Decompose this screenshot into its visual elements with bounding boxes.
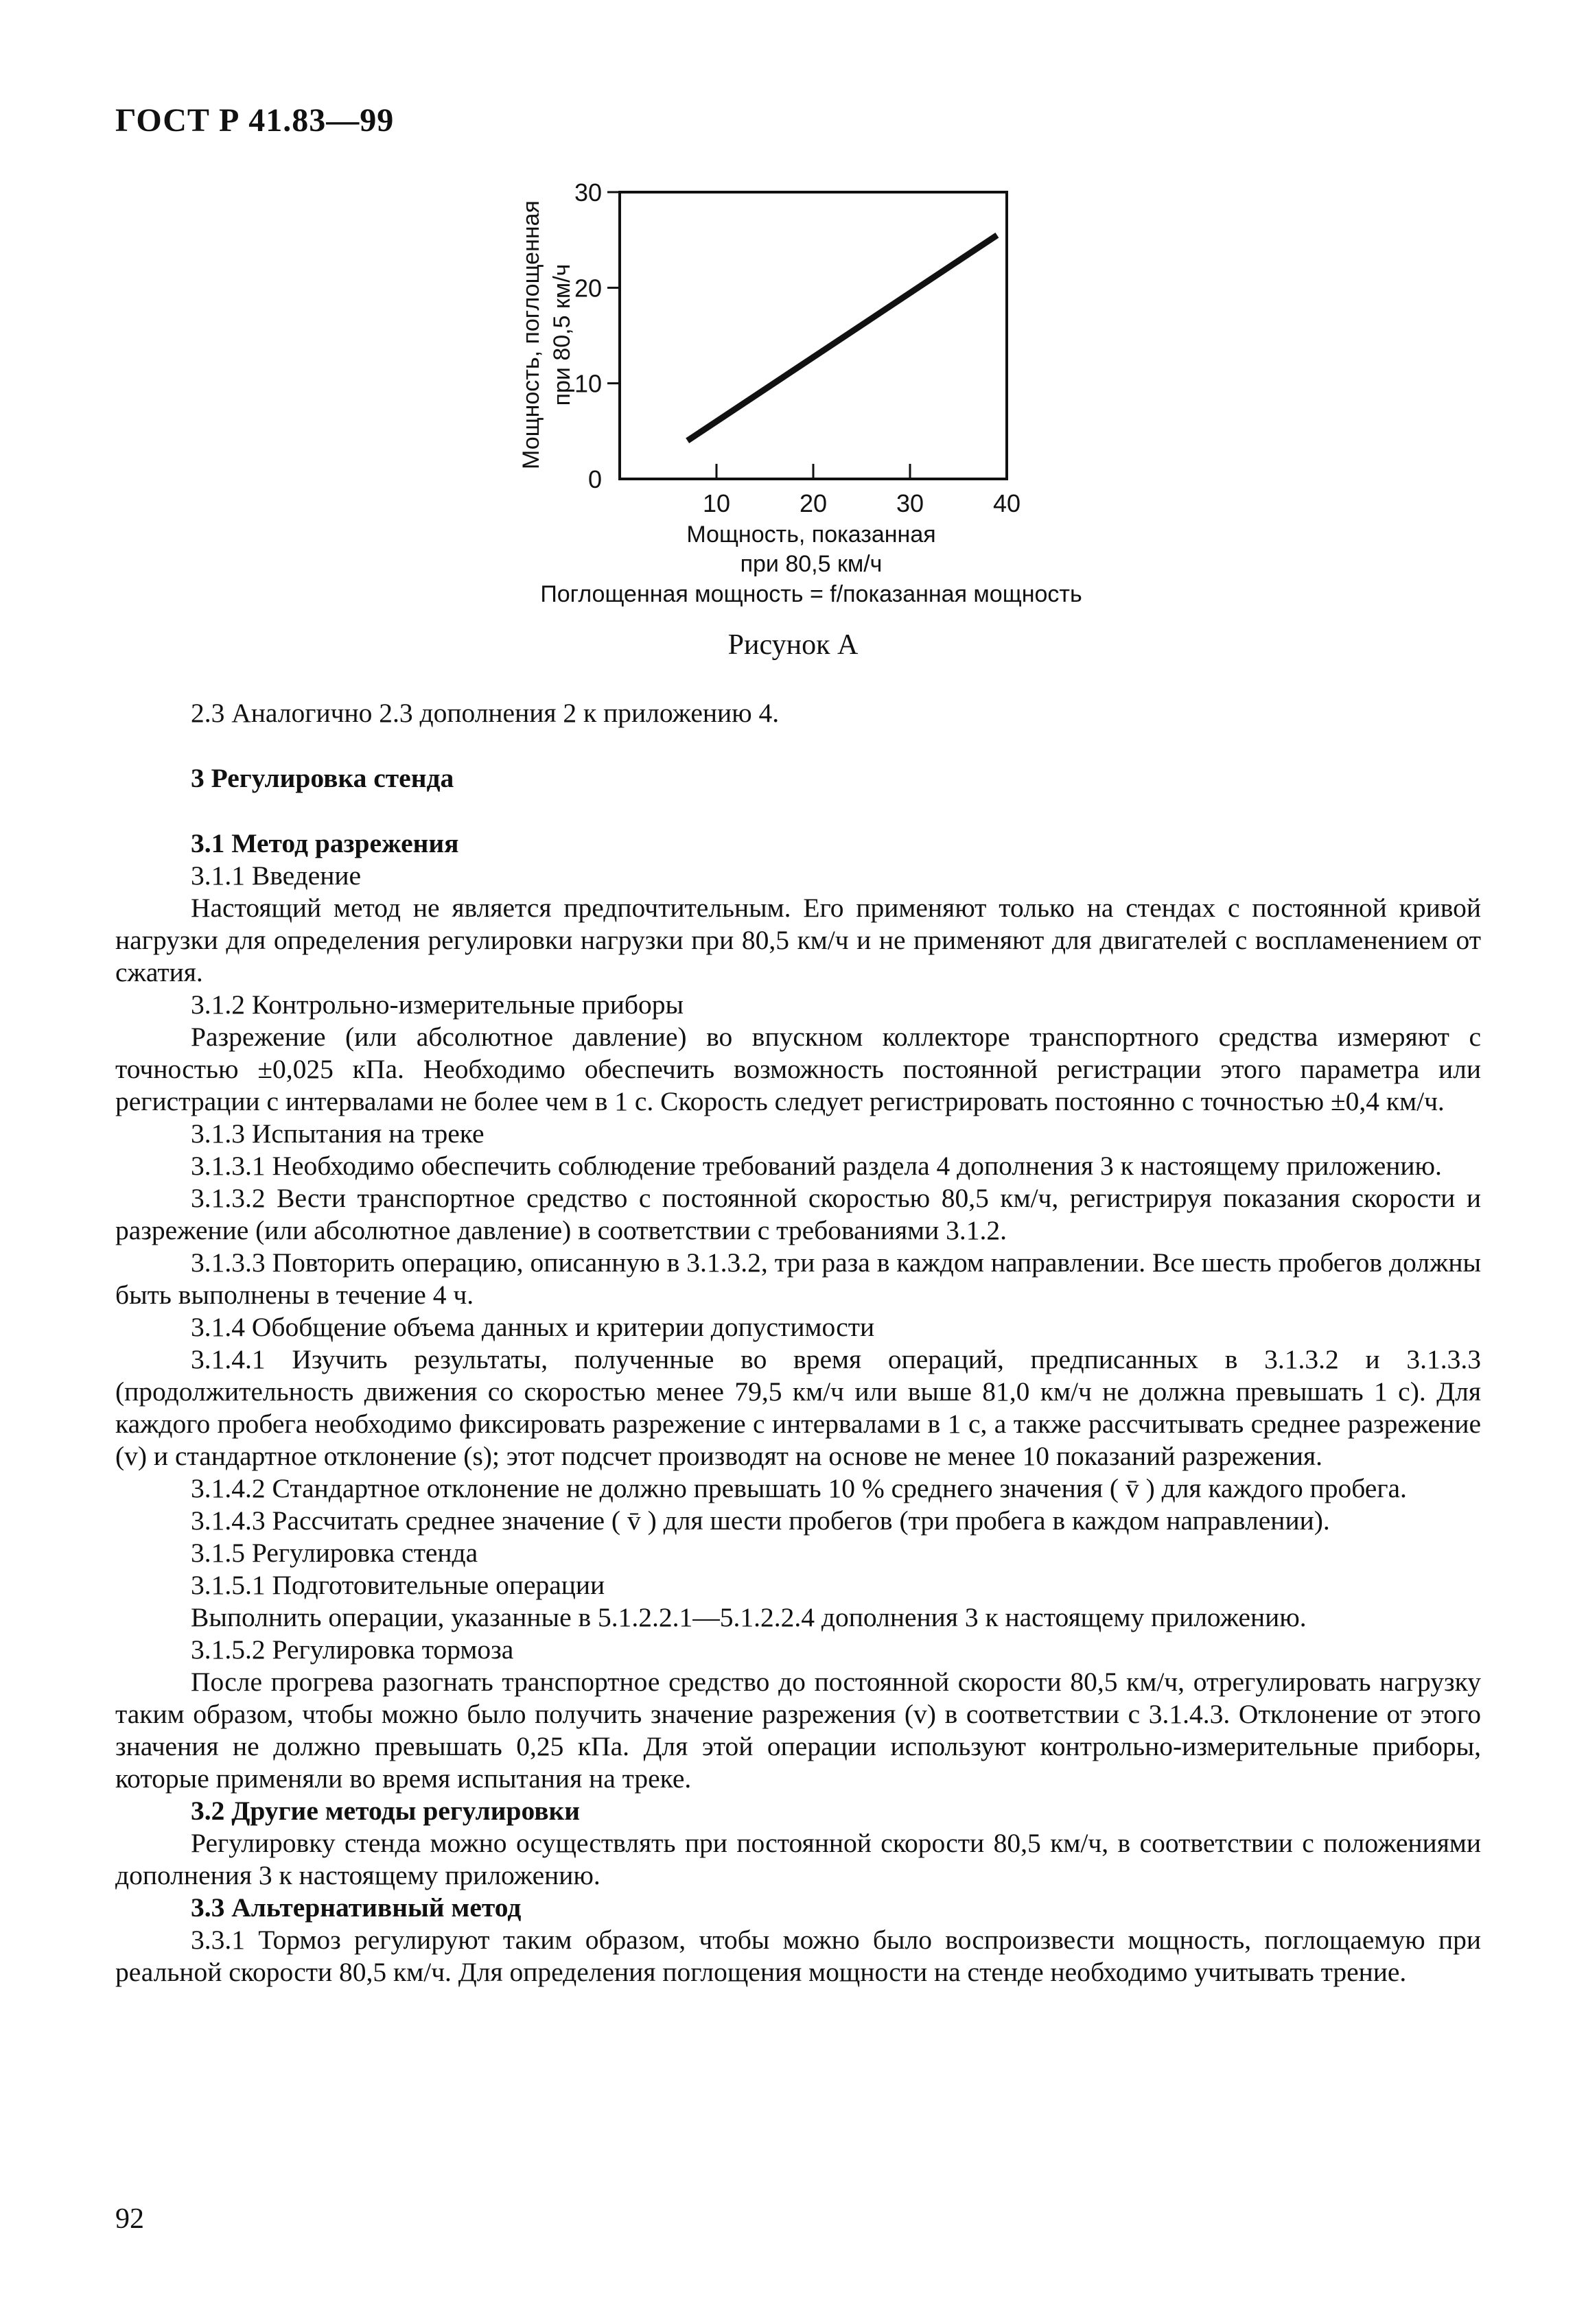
paragraph: Разрежение (или абсолютное давление) во впускном коллекторе транспортного средства измеряют с точностью ±0,025 кПа. Необходимо обеспечить возможность постоянной регистрации этого параметра или регистрации с интервалами не более чем в 1 с. Скорость следует регистрировать постоянно с точностью ±0,4 км/ч. (115, 1022, 1481, 1116)
x-tick-label: 20 (799, 489, 828, 517)
x-tick-label: 30 (896, 489, 924, 517)
document-header: ГОСТ Р 41.83—99 (115, 102, 395, 139)
paragraph: 3.1.4.2 Стандартное отклонение не должно превышать 10 % среднего значения ( v̄ ) для каждого пробега. (191, 1473, 1407, 1503)
paragraph: Настоящий метод не является предпочтительным. Его применяют только на стендах с постоянной кривой нагрузки для определения регулировки нагрузки при 80,5 км/ч и не применяют для двигателей с воспламенением от сжатия. (115, 893, 1481, 987)
page-number: 92 (115, 2203, 144, 2235)
paragraph: 3.1.5 Регулировка стенда (191, 1538, 478, 1568)
paragraph: 3.1.2 Контрольно-измерительные приборы (191, 989, 684, 1020)
y-axis-label-line-2: при 80,5 км/ч (549, 263, 575, 406)
y-tick-label: 10 (574, 369, 602, 398)
y-axis-label-line-1: Мощность, поглощенная (518, 200, 544, 469)
x-tick-label: 10 (702, 489, 731, 517)
subsection-heading: 3.2 Другие методы регулировки (191, 1796, 581, 1826)
paragraph: 2.3 Аналогично 2.3 дополнения 2 к приложению 4. (191, 698, 780, 728)
series-line-absorbed-power (688, 235, 997, 441)
paragraph: 3.1.4.1 Изучить результаты, полученные во время операций, предписанных в 3.1.3.2 и 3.1.3.3 (продолжительность движения со скоростью менее 79,5 км/ч или выше 81,0 км/ч не должна превышать 1 с). Для каждого пробега необходимо фиксировать разрежение с интервалами в 1 с, а также рассчитывать среднее разрежение (v) и стандартное отклонение (s); этот подсчет производят на основе не менее 10 показаний разрежения. (115, 1344, 1481, 1471)
power-chart (0, 0, 1586, 686)
x-tick-label: 40 (992, 489, 1021, 517)
subsection-heading: 3.1 Метод разрежения (191, 828, 459, 858)
paragraph: 3.1.4 Обобщение объема данных и критерии допустимости (191, 1312, 875, 1342)
paragraph: Выполнить операции, указанные в 5.1.2.2.1—5.1.2.2.4 дополнения 3 к настоящему приложению. (191, 1602, 1307, 1632)
paragraph: 3.1.1 Введение (191, 860, 362, 891)
subsection-heading: 3.3 Альтернативный метод (191, 1892, 522, 1923)
paragraph: 3.1.3.2 Вести транспортное средство с постоянной скоростью 80,5 км/ч, регистрируя показания скорости и разрежение (или абсолютное давление) в соответствии с требованиями 3.1.2. (115, 1183, 1481, 1245)
document-body (115, 697, 1481, 1988)
paragraph: 3.1.4.3 Рассчитать среднее значение ( v̄ ) для шести пробегов (три пробега в каждом направлении). (191, 1505, 1330, 1536)
section-heading: 3 Регулировка стенда (191, 763, 454, 793)
figure-caption: Рисунок А (727, 629, 859, 661)
y-tick-label: 30 (574, 178, 602, 207)
paragraph: 3.1.5.2 Регулировка тормоза (191, 1634, 514, 1665)
y-tick-label: 0 (587, 465, 602, 493)
paragraph: 3.1.3.1 Необходимо обеспечить соблюдение требований раздела 4 дополнения 3 к настоящему приложению. (191, 1151, 1442, 1181)
x-axis-label-line-1: Мощность, показанная (686, 521, 936, 548)
paragraph: 3.1.3 Испытания на треке (191, 1118, 485, 1149)
paragraph: 3.3.1 Тормоз регулируют таким образом, чтобы можно было воспроизвести мощность, поглощаемую при реальной скорости 80,5 км/ч. Для определения поглощения мощности на стенде необходимо учитывать трение. (115, 1925, 1481, 1987)
paragraph: После прогрева разогнать транспортное средство до постоянной скорости 80,5 км/ч, отрегулировать нагрузку таким образом, чтобы можно было получить значение разрежения (v) в соответствии с 3.1.4.3. Отклонение от этого значения не должно превышать 0,25 кПа. Для этой операции используют контрольно-измерительные приборы, которые применяли во время испытания на треке. (115, 1667, 1481, 1794)
x-axis-label-line-2: при 80,5 км/ч (740, 551, 883, 577)
paragraph: 3.1.3.3 Повторить операцию, описанную в 3.1.3.2, три раза в каждом направлении. Все шесть пробегов должны быть выполнены в течение 4 ч. (115, 1247, 1481, 1310)
y-tick-label: 20 (574, 274, 602, 303)
paragraph: 3.1.5.1 Подготовительные операции (191, 1570, 605, 1600)
paragraph: Регулировку стенда можно осуществлять при постоянной скорости 80,5 км/ч, в соответствии с положениями дополнения 3 к настоящему приложению. (115, 1828, 1481, 1890)
chart-formula: Поглощенная мощность = f/показанная мощность (540, 581, 1082, 607)
plot-frame (620, 192, 1007, 479)
